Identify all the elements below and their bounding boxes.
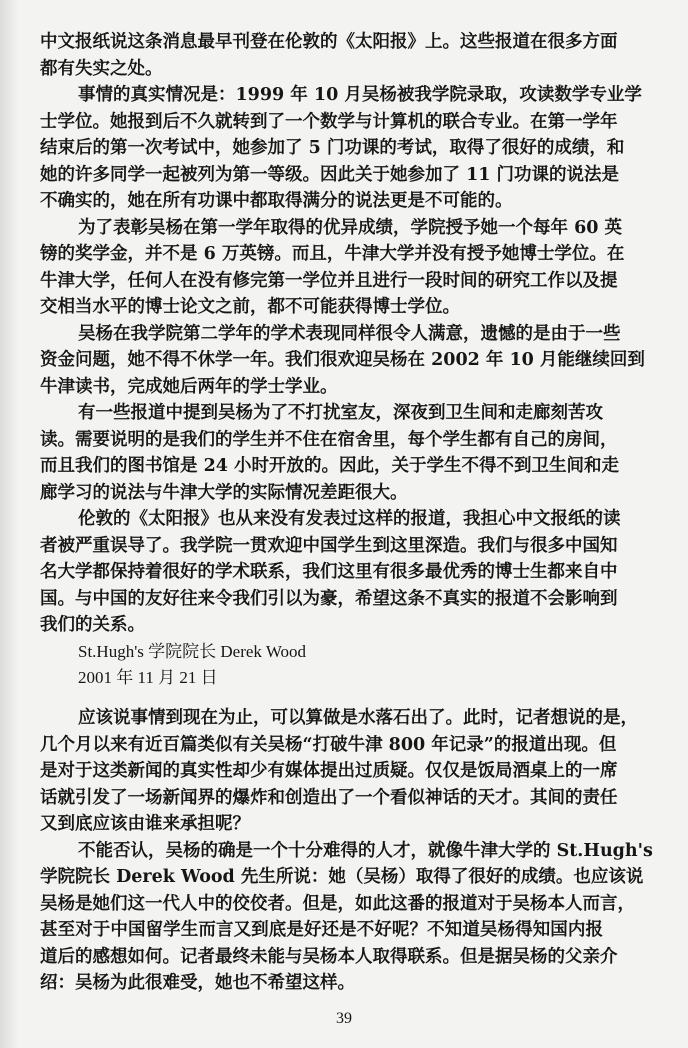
- paragraph: [40, 838, 653, 997]
- text-line: 交相当水平的博士论文之前，都不可能获得博士学位。: [40, 297, 460, 317]
- text-line: 我们的关系。: [40, 615, 145, 635]
- text-line: 镑的奖学金，并不是 6 万英镑。而且，牛津大学并没有授予她博士学位。在: [40, 244, 625, 264]
- paragraph: [40, 400, 620, 506]
- text-line: 有一些报道中提到吴杨为了不打扰室友，深夜到卫生间和走廊刻苦攻: [78, 403, 603, 423]
- paragraph: [40, 215, 625, 321]
- text-line: 甚至对于中国留学生而言又到底是好还是不好呢？不知道吴杨得知国内报: [40, 920, 603, 940]
- paragraph: [40, 705, 638, 838]
- text-line: 不能否认，吴杨的确是一个十分难得的人才，就像牛津大学的 St.Hugh's: [78, 840, 653, 861]
- text-line: 读。需要说明的是我们的学生并不住在宿舍里，每个学生都有自己的房间，: [40, 429, 618, 450]
- letter-section: [40, 29, 645, 692]
- scan-edge-shadow: [0, 0, 18, 1048]
- text-line: 廊学习的说法与牛津大学的实际情况差距很大。: [40, 482, 408, 503]
- text-line: 为了表彰吴杨在第一学年取得的优异成绩，学院授予她一个每年 60 英: [78, 217, 623, 238]
- text-line: 名大学都保持着很好的学术联系，我们这里有很多最优秀的博士生都来自中: [40, 562, 618, 582]
- text-line: 资金问题，她不得不休学一年。我们很欢迎吴杨在 2002 年 10 月能继续回到: [40, 350, 645, 370]
- paragraph: [40, 29, 618, 82]
- text-line: 学院院长 Derek Wood 先生所说：她（吴杨）取得了很好的成绩。也应该说: [40, 867, 644, 887]
- text-line: 道后的感想如何。记者最终未能与吴杨本人取得联系。但是据吴杨的父亲介: [40, 946, 618, 967]
- paragraph: [40, 506, 621, 639]
- text-line: 又到底应该由谁来承担呢？: [40, 814, 250, 834]
- text-line: 应该说事情到现在为止，可以算做是水落石出了。此时，记者想说的是，: [78, 708, 638, 728]
- text-line: 国。与中国的友好往来令我们引以为豪，希望这条不真实的报道不会影响到: [40, 588, 618, 609]
- text-line: 吴杨是她们这一代人中的佼佼者。但是，如此这番的报道对于吴杨本人而言，: [40, 893, 635, 914]
- text-line: 伦敦的《太阳报》也从来没有发表过这样的报道，我担心中文报纸的读: [78, 509, 621, 529]
- text-line: 者被严重误导了。我学院一贯欢迎中国学生到这里深造。我们与很多中国知: [40, 535, 618, 556]
- paragraph: [40, 82, 642, 215]
- text-line: 牛津读书，完成她后两年的学士学业。: [40, 376, 338, 397]
- letter-date: 2001 年 11 月 21 日: [78, 668, 218, 687]
- text-line: 结束后的第一次考试中，她参加了 5 门功课的考试，取得了很好的成绩，和: [40, 138, 625, 158]
- text-line: 都有失实之处。: [40, 58, 163, 79]
- page-number: 39: [336, 1010, 352, 1027]
- text-line: 绍：吴杨为此很难受，她也不希望这样。: [40, 973, 355, 993]
- text-line: 是对于这类新闻的真实性却少有媒体提出过质疑。仅仅是饭局酒桌上的一席: [40, 761, 618, 781]
- commentary-section: [40, 705, 653, 997]
- letter-signature: St.Hugh's 学院院长 Derek Wood: [78, 641, 307, 661]
- text-line: 中文报纸说这条消息最早刊登在伦敦的《太阳报》上。这些报道在很多方面: [40, 32, 618, 52]
- text-line: 话就引发了一场新闻界的爆炸和创造出了一个看似神话的天才。其间的责任: [40, 787, 618, 808]
- text-line: 事情的真实情况是：1999 年 10 月吴杨被我学院录取，攻读数学专业学: [78, 85, 642, 105]
- text-line: 吴杨在我学院第二学年的学术表现同样很令人满意，遗憾的是由于一些: [78, 323, 621, 344]
- text-line: 不确实的，她在所有功课中都取得满分的说法更是不可能的。: [40, 191, 513, 211]
- text-line: 她的许多同学一起被列为第一等级。因此关于她参加了 11 门功课的说法是: [40, 164, 620, 185]
- paragraph: [40, 321, 645, 401]
- text-line: 而且我们的图书馆是 24 小时开放的。因此，关于学生不得不到卫生间和走: [40, 456, 620, 476]
- text-line: 牛津大学，任何人在没有修完第一学位并且进行一段时间的研究工作以及提: [40, 270, 618, 291]
- text-line: 士学位。她报到后不久就转到了一个数学与计算机的联合专业。在第一学年: [40, 111, 618, 132]
- text-line: 几个月以来有近百篇类似有关吴杨“打破牛津 800 年记录”的报道出现。但: [40, 734, 617, 755]
